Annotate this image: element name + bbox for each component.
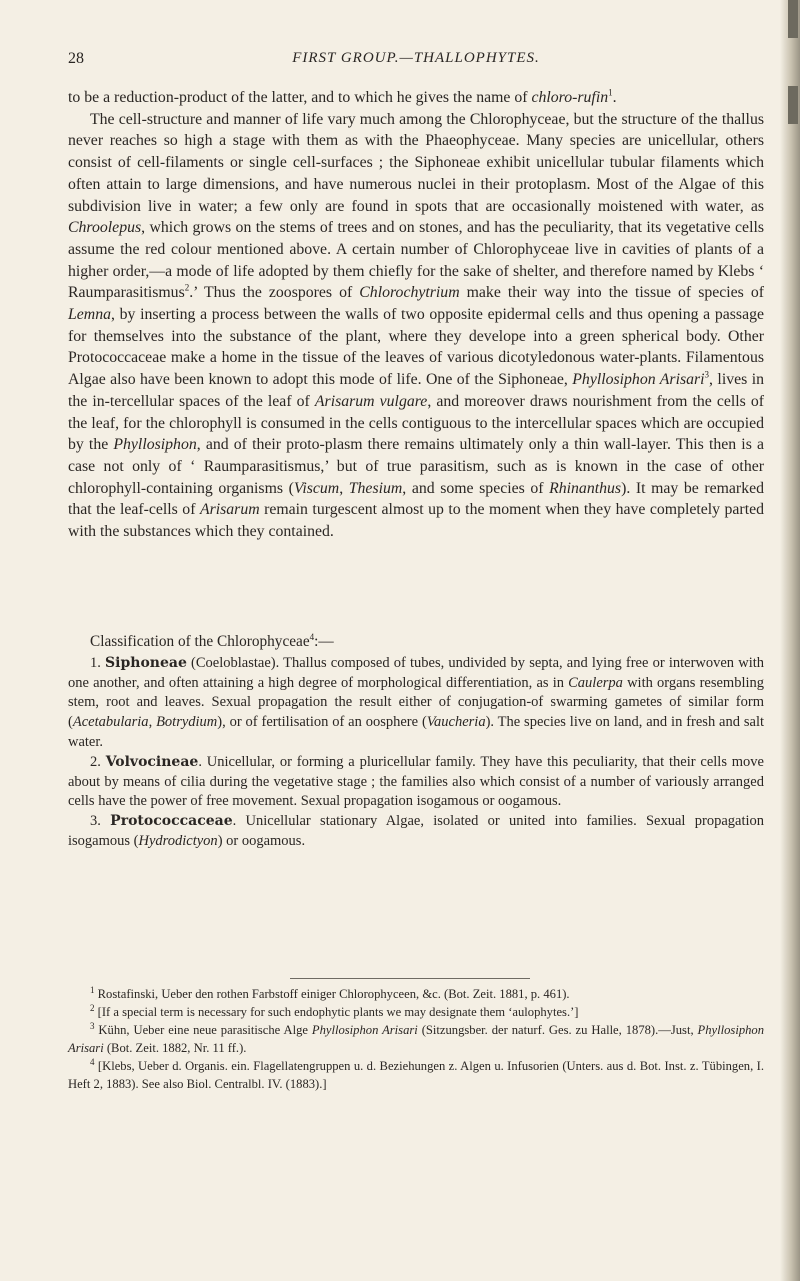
body-text [68, 87, 764, 543]
page-edge-shadow [780, 0, 800, 1281]
classification-item-volvocineae: 2. Volvocineae. Unicellular, or forming a pluricellular family. They have this peculiarity, that their cells move about by means of cilia during the vegetative stage ; the families also which consist of a number of variously arranged cells have the power of free movement. Sexual propagation isogamous or oogamous. [68, 753, 764, 810]
footnote-4: $^4$ [Klebs, Ueber d. Organis. ein. Flagellatengruppen u. d. Beziehungen z. Algen u. Infusorien (Unters. aus d. Bot. Inst. z. Tübingen, I. Heft 2, 1883). See also Biol. Centralbl. IV. (1883).] [68, 1056, 764, 1091]
page-number: 28 [68, 50, 84, 67]
footnote-1: $^1$ Rostafinski, Ueber den rothen Farbstoff einiger Chlorophyceen, &c. (Bot. Zeit. 1881, p. 461). [90, 984, 570, 1001]
footnotes [68, 985, 764, 1093]
footnote-ref-2: 2 [184, 283, 190, 294]
footnote-ref-4: 4 [309, 631, 315, 642]
classification-heading: Classification of the Chlorophyceae$^4$:— [90, 631, 334, 650]
paragraph-1: to be a reduction-product of the latter, and to which he gives the name of chloro-rufin$^1$. [68, 87, 617, 106]
page-edge-mark [788, 86, 798, 124]
page-edge-mark [788, 0, 798, 38]
page-header [68, 50, 764, 74]
paragraph-2: The cell-structure and manner of life vary much among the Chlorophyceae, but the structure of the thallus never reaches so high a stage with them as with the Phaeophyceae. Many species are unicellular, others consist of cell-filaments or single cell-surfaces ; the Siphoneae exhibit unicellular tubular filaments which often attain to large dimensions, and have numerous nuclei in their protoplasm. Most of the Algae of this subdivision live in water; a few only are found in spots that are occasionally moistened with water, as Chroolepus, which grows on the stems of trees and on stones, and has the peculiarity, that its vegetative cells assume the red colour mentioned above. A certain number of Chlorophyceae live in cavities of plants of a higher order,—a mode of life adopted by them chiefly for the sake of shelter, and therefore named by Klebs ‘ Raumparasitismus$^2$.’ Thus the zoospores of Chlorochytrium make their way into the tissue of species of Lemna, by inserting a process between the walls of two opposite epidermal cells and thus opening a passage for themselves into the substance of the plant, where they develope into a green spherical body. Other Protococcaceae make a home in the tissue of the leaves of various dicotyledonous water-plants. Filamentous Algae also have been known to adopt this mode of life. One of the Siphoneae, Phyllosiphon Arisari$^3$, lives in the in-tercellular spaces of the leaf of Arisarum vulgare, and moreover draws nourishment from the cells of the leaf, for the chlorophyll is consumed in the cells contiguous to the intercellular spaces which are occupied by the Phyllosiphon, and of their proto-plasm there remains ultimately only a thin wall-layer. This then is a case not only of ‘ Raumparasitismus,’ but of true parasitism, such as is known in the case of other chlorophyll-containing organisms (Viscum, Thesium, and some species of Rhinanthus). It may be remarked that the leaf-cells of Arisarum remain turgescent almost up to the moment when they have completely parted with the substances which they contained. [68, 110, 765, 541]
footnote-ref-1: 1 [608, 87, 613, 98]
running-head: FIRST GROUP.—THALLOPHYTES. [292, 50, 540, 66]
classification-item-protococcaceae: 3. Protococcaceae. Unicellular stationary Algae, isolated or united into families. Sexual propagation isogamous (Hydrodictyon) or oogamous. [68, 813, 764, 849]
footnote-2: $^2$ [If a special term is necessary for such endophytic plants we may designate them ‘aulophytes.’] [90, 1002, 579, 1019]
classification-section [68, 632, 764, 852]
classification-item-siphoneae: 1. Siphoneae (Coeloblastae). Thallus composed of tubes, undivided by septa, and lying free or interwoven with one another, and often attaining a high degree of morphological differentiation, as in Caulerpa with organs resembling stem, root and leaves. Sexual propagation the result either of conjugation-of swarming gametes of similar form (Acetabularia, Botrydium), or of fertilisation of an oosphere (Vaucheria). The species live on land, and in fresh and salt water. [68, 654, 765, 750]
footnote-divider [290, 978, 530, 979]
footnote-ref-3: 3 [704, 369, 710, 380]
footnote-3: $^3$ Kühn, Ueber eine neue parasitische Alge Phyllosiphon Arisari (Sitzungsber. der naturf. Ges. zu Halle, 1878).—Just, Phyllosiphon Arisari (Bot. Zeit. 1882, Nr. 11 ff.). [68, 1020, 765, 1055]
